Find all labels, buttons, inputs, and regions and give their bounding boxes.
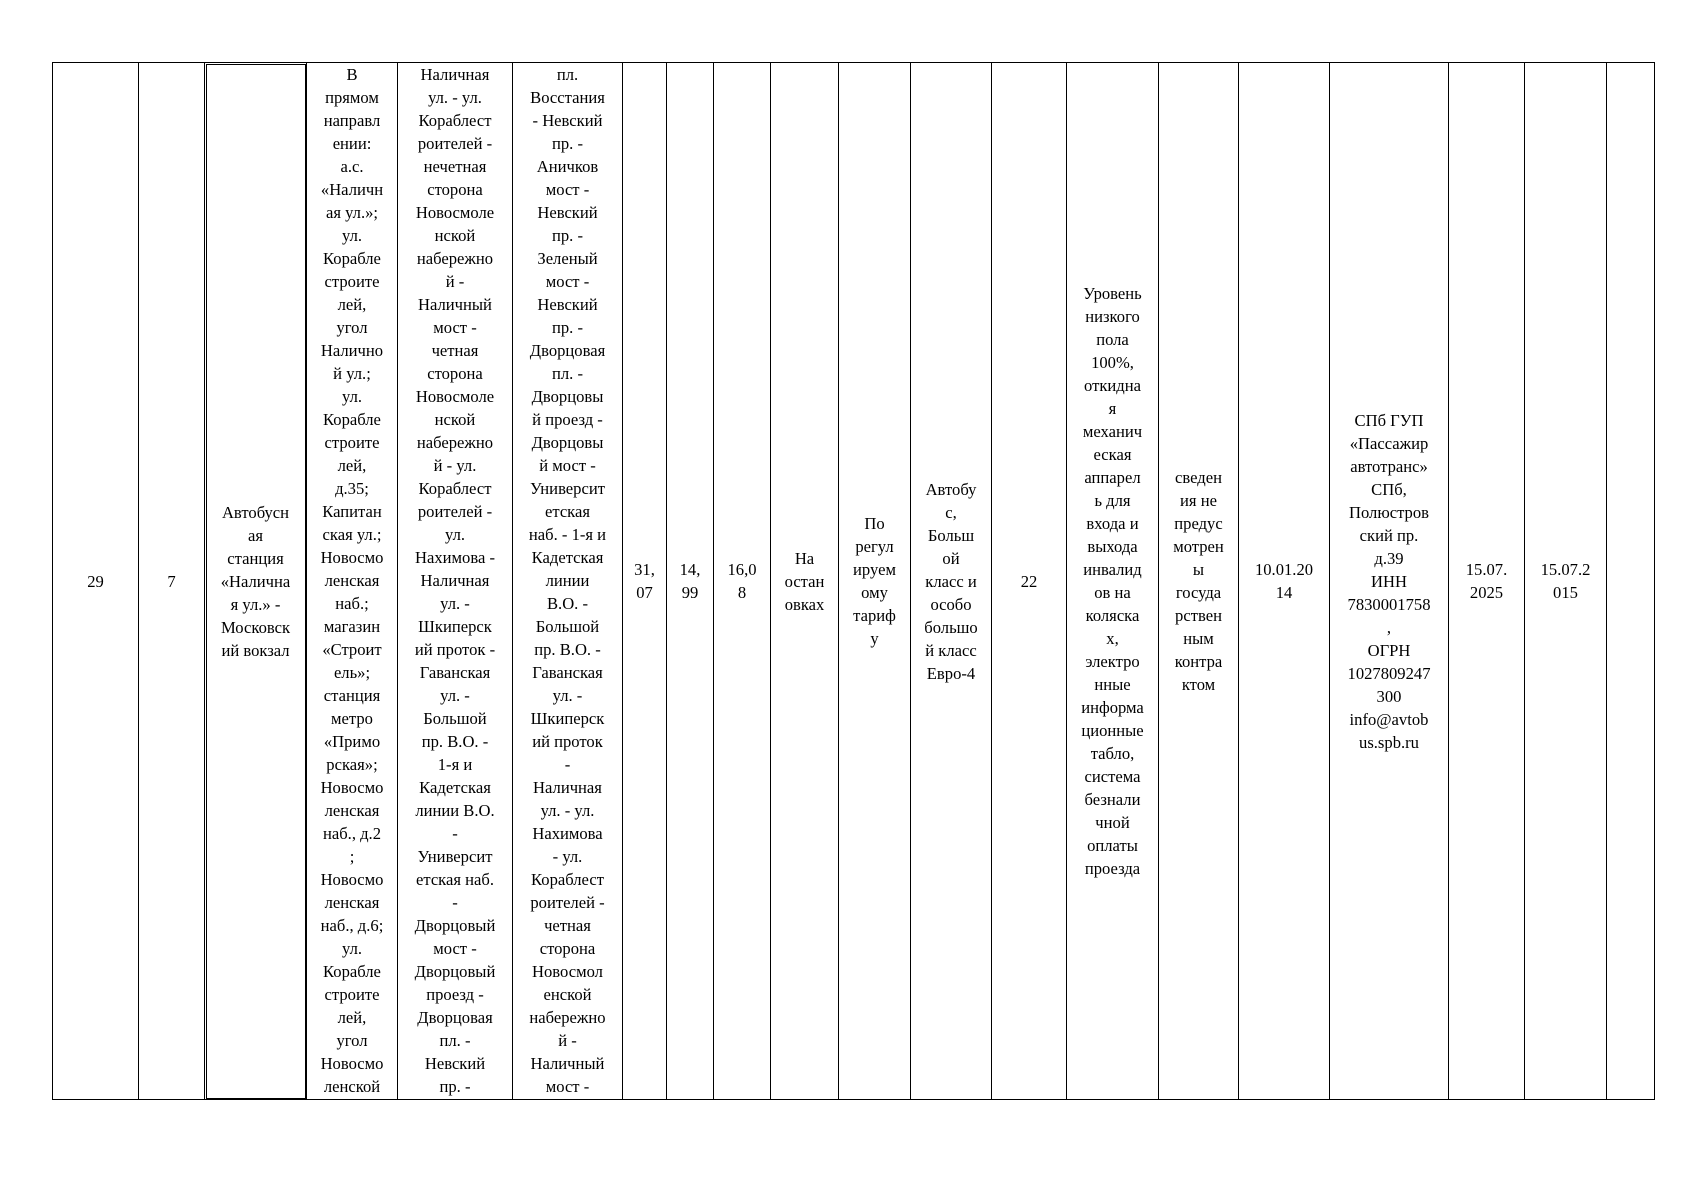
route-length-forward-cell: 14, 99 <box>667 63 714 1100</box>
contract-info-cell: сведен ия не предус мотрен ы госуда рствен ным контра ктом <box>1159 63 1239 1100</box>
table-row <box>53 63 1655 1100</box>
boarding-order-cell: На остан овках <box>771 63 839 1100</box>
vehicle-count-cell: 22 <box>992 63 1067 1100</box>
start-date-cell: 10.01.20 14 <box>1239 63 1330 1100</box>
carrier-cell: СПб ГУП «Пассажир автотранс» СПб, Полюстров ский пр. д.39 ИНН 7830001758 , ОГРН 1027809247 300 info@avtob us.spb.ru <box>1330 63 1449 1100</box>
date-cell-1: 15.07. 2025 <box>1449 63 1525 1100</box>
row-number-cell: 29 <box>53 63 139 1100</box>
vehicle-features-cell: Уровень низкого пола 100%, откидна я механич еская аппарел ь для входа и выхода инвалид ов на коляска х, электро нные информа ционные табло, система безнали чной оплаты проезда <box>1067 63 1159 1100</box>
date-cell-2: 15.07.2 015 <box>1525 63 1607 1100</box>
streets-forward-cell: Наличная ул. - ул. Кораблест роителей - нечетная сторона Новосмоле нской набережно й - Наличный мост - четная сторона Новосмоле нской набережно й - ул. Кораблест роителей - ул. Нахимова - Наличная ул. - Шкиперск ий проток - Гаванская ул. - Большой пр. В.О. - 1-я и Кадетская линии В.О. - Университ етская наб. - Дворцовый мост - Дворцовый проезд - Дворцовая пл. - Невский пр. - <box>398 63 513 1100</box>
route-number-cell: 7 <box>139 63 205 1100</box>
route-name-cell: Автобусн ая станция «Налична я ул.» - Московск ий вокзал <box>205 63 307 1100</box>
vehicle-type-cell: Автобу с, Больш ой класс и особо большо й класс Евро-4 <box>911 63 992 1100</box>
stops-forward-cell: В прямом направл ении: а.с. «Наличн ая ул.»; ул. Корабле строите лей, угол Налично й ул.; ул. Корабле строите лей, д.35; Капитан ская ул.; Новосмо ленская наб.; магазин «Строит ель»; станция метро «Примо рская»; Новосмо ленская наб., д.2 ; Новосмо ленская наб., д.6; ул. Корабле строите лей, угол Новосмо ленской <box>307 63 398 1100</box>
extra-cell <box>1607 63 1655 1100</box>
route-length-total-cell: 31, 07 <box>623 63 667 1100</box>
route-registry-table <box>52 62 1655 1100</box>
tariff-type-cell: По регул ируем ому тариф у <box>839 63 911 1100</box>
route-length-reverse-cell: 16,0 8 <box>714 63 771 1100</box>
streets-reverse-cell: пл. Восстания - Невский пр. - Аничков мост - Невский пр. - Зеленый мост - Невский пр. - Дворцовая пл. - Дворцовы й проезд - Дворцовы й мост - Университ етская наб. - 1-я и Кадетская линии В.О. - Большой пр. В.О. - Гаванская ул. - Шкиперск ий проток - Наличная ул. - ул. Нахимова - ул. Кораблест роителей - четная сторона Новосмол енской набережно й - Наличный мост - <box>513 63 623 1100</box>
